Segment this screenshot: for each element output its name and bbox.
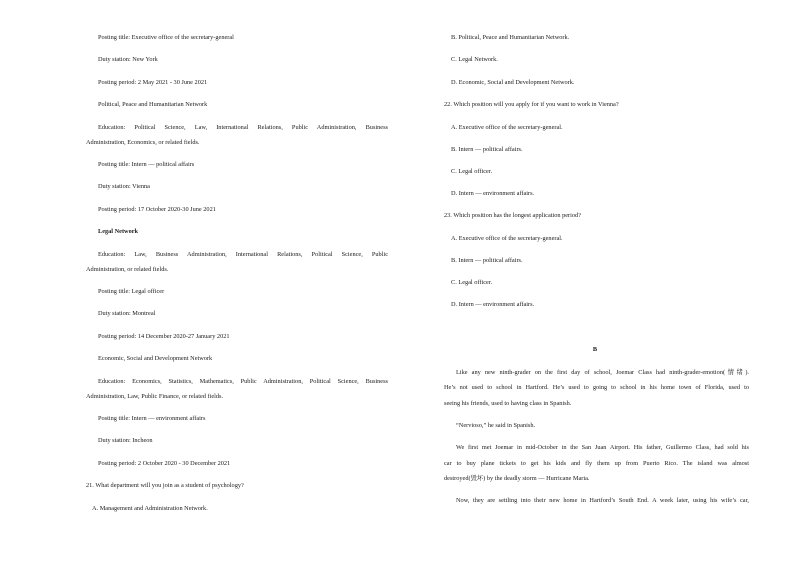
education-line: Education: Economics, Statistics, Mathematics, Public Administration, Political Science, Business — [98, 378, 388, 385]
passage-line: Now, they are settling into their new home in Hartford’s South End. A week later, using his wife’s car, — [456, 497, 749, 504]
section-heading: B — [592, 346, 598, 353]
question-22: 22. Which position will you apply for if you want to work in Vienna? — [444, 101, 619, 108]
passage-line: He’s not used to school in Hartford. He’s used to going to school in his home town of Florida, used to — [444, 384, 749, 391]
answer-option: C. Legal Network. — [451, 56, 498, 63]
answer-option: A. Management and Administration Network. — [92, 505, 208, 512]
answer-option: C. Legal officer. — [451, 279, 493, 286]
answer-option: A. Executive office of the secretary-general. — [451, 235, 563, 242]
posting-title-line: Posting title: Executive office of the secretary-general — [98, 34, 234, 41]
education-line-continued: Administration, Economics, or related fields. — [86, 139, 200, 146]
passage-line: “Nervioso,” he said in Spanish. — [456, 422, 536, 429]
question-21: 21. What department will you join as a student of psychology? — [86, 482, 244, 489]
posting-title-line: Posting title: Legal officer — [98, 288, 165, 295]
education-line: Education: Political Science, Law, International Relations, Public Administration, Business — [98, 124, 388, 131]
education-line: Education: Law, Business Administration, International Relations, Political Science, Public — [98, 251, 388, 258]
education-line-continued: Administration, Law, Public Finance, or related fields. — [86, 393, 224, 400]
posting-title-line: Posting title: Intern — environment affairs — [98, 415, 206, 422]
network-heading: Economic, Social and Development Network — [98, 355, 213, 362]
duty-station-line: Duty station: Incheon — [98, 437, 153, 444]
duty-station-line: Duty station: Montreal — [98, 310, 156, 317]
passage-line: destroyed(毁坏) by the deadly storm — Hurricane Maria. — [444, 475, 590, 482]
network-heading: Legal Network — [98, 228, 139, 235]
posting-period-line: Posting period: 17 October 2020-30 June 2021 — [98, 206, 216, 213]
answer-option: D. Intern — environment affairs. — [451, 301, 535, 308]
passage-line: seeing his friends, used to having class in Spanish. — [444, 400, 572, 407]
passage-line: car to buy plane tickets to get his kids and fly them up from Puerto Rico. The island was almost — [444, 460, 749, 467]
posting-period-line: Posting period: 2 May 2021 - 30 June 2021 — [98, 79, 208, 86]
answer-option: B. Intern — political affairs. — [451, 146, 523, 153]
education-line-continued: Administration, or related fields. — [86, 266, 169, 273]
duty-station-line: Duty station: New York — [98, 56, 158, 63]
duty-station-line: Duty station: Vienna — [98, 183, 150, 190]
answer-option: B. Political, Peace and Humanitarian Network. — [451, 34, 570, 41]
passage-line: We first met Joemar in mid-October in the San Juan Airport. His father, Guillermo Class, had sold his — [456, 444, 749, 451]
question-23: 23. Which position has the longest application period? — [444, 212, 581, 219]
answer-option: A. Executive office of the secretary-general. — [451, 124, 563, 131]
posting-period-line: Posting period: 14 December 2020-27 January 2021 — [98, 333, 230, 340]
posting-title-line: Posting title: Intern — political affairs — [98, 161, 195, 168]
answer-option: B. Intern — political affairs. — [451, 257, 523, 264]
posting-period-line: Posting period: 2 October 2020 - 30 December 2021 — [98, 460, 231, 467]
network-heading: Political, Peace and Humanitarian Network — [98, 101, 208, 108]
answer-option: D. Economic, Social and Development Network. — [451, 79, 575, 86]
answer-option: D. Intern — environment affairs. — [451, 190, 535, 197]
answer-option: C. Legal officer. — [451, 168, 493, 175]
passage-line: Like any new ninth-grader on the first day of school, Joemar Class had ninth-grader-emotion(情绪). — [456, 369, 749, 376]
